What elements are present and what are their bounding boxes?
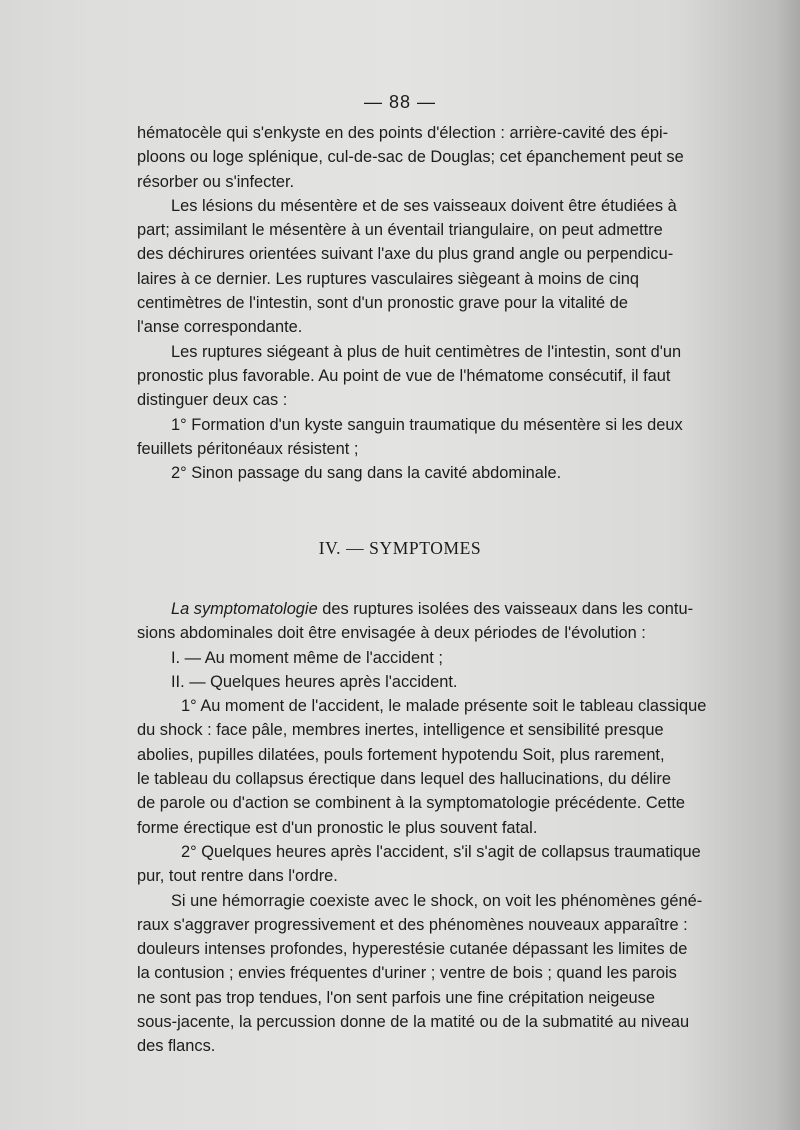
text-line: de parole ou d'action se combinent à la symptomatologie précédente. Cette (137, 794, 685, 813)
text-line: feuillets péritonéaux résistent ; (137, 439, 359, 458)
text-line: hématocèle qui s'enkyste en des points d'élection : arrière-cavité des épi- (137, 124, 669, 142)
text-line: pur, tout rentre dans l'ordre. (137, 867, 338, 886)
text-line: 1° Formation d'un kyste sanguin traumatique du mésentère si les deux (171, 415, 683, 434)
text-line: du shock : face pâle, membres inertes, intelligence et sensibilité presque (137, 721, 664, 740)
text-line (137, 597, 739, 621)
text-line-rest: des ruptures isolées des vaisseaux dans les contu- (317, 600, 694, 618)
text-line: résorber ou s'infecter. (137, 172, 295, 191)
text-line: la contusion ; envies fréquentes d'uriner ; ventre de bois ; quand les parois (137, 964, 677, 983)
text-line: 1° Au moment de l'accident, le malade présente soit le tableau classique (181, 697, 707, 716)
text-line: ploons ou loge splénique, cul-de-sac de Douglas; cet épanchement peut se (137, 148, 684, 167)
text-line: douleurs intenses profondes, hyperestésie cutanée dépassant les limites de (137, 940, 688, 959)
italic-term: La symptomatologie (171, 600, 318, 618)
paragraph-block-symptoms (137, 597, 739, 1059)
text-line: laires à ce dernier. Les ruptures vasculaires siègeant à moins de cinq (137, 269, 640, 288)
text-line: le tableau du collapsus érectique dans lequel des hallucinations, du délire (137, 770, 671, 789)
text-line: part; assimilant le mésentère à un éventail triangulaire, on peut admettre (137, 221, 663, 240)
section-heading: IV. — SYMPTOMES (318, 538, 482, 558)
text-line: pronostic plus favorable. Au point de vue de l'hématome consécutif, il faut (137, 366, 671, 385)
text-line: 2° Quelques heures après l'accident, s'il s'agit de collapsus traumatique (181, 842, 701, 861)
text-line: l'anse correspondante. (137, 318, 303, 337)
text-line: abolies, pupilles dilatées, pouls fortement hypotendu Soit, plus rarement, (137, 745, 665, 764)
text-line: forme érectique est d'un pronostic le plus souvent fatal. (137, 818, 538, 837)
paragraph-block-lesions (137, 121, 737, 485)
text-line: Les lésions du mésentère et de ses vaisseaux doivent être étudiées à (171, 196, 677, 215)
text-line: sous-jacente, la percussion donne de la matité ou de la submatité au niveau (137, 1013, 690, 1032)
text-line: ne sont pas trop tendues, l'on sent parfois une fine crépitation neigeuse (137, 988, 655, 1007)
page-number: — 88 — (363, 92, 437, 112)
text-line: des déchirures orientées suivant l'axe du plus grand angle ou perpendicu- (137, 245, 674, 264)
text-line: raux s'aggraver progressivement et des phénomènes nouveaux apparaître : (137, 915, 688, 934)
text-line: distinguer deux cas : (137, 391, 288, 410)
text-line: Si une hémorragie coexiste avec le shock, on voit les phénomènes géné- (171, 891, 703, 910)
text-line: Les ruptures siégeant à plus de huit centimètres de l'intestin, sont d'un (171, 342, 682, 361)
text-line: centimètres de l'intestin, sont d'un pronostic grave pour la vitalité de (137, 294, 628, 313)
text-line: II. — Quelques heures après l'accident. (171, 672, 458, 691)
text-line: I. — Au moment même de l'accident ; (171, 648, 443, 667)
text-line: des flancs. (137, 1037, 216, 1056)
text-line: sions abdominales doit être envisagée à deux périodes de l'évolution : (137, 624, 646, 643)
text-line: 2° Sinon passage du sang dans la cavité abdominale. (171, 464, 562, 483)
